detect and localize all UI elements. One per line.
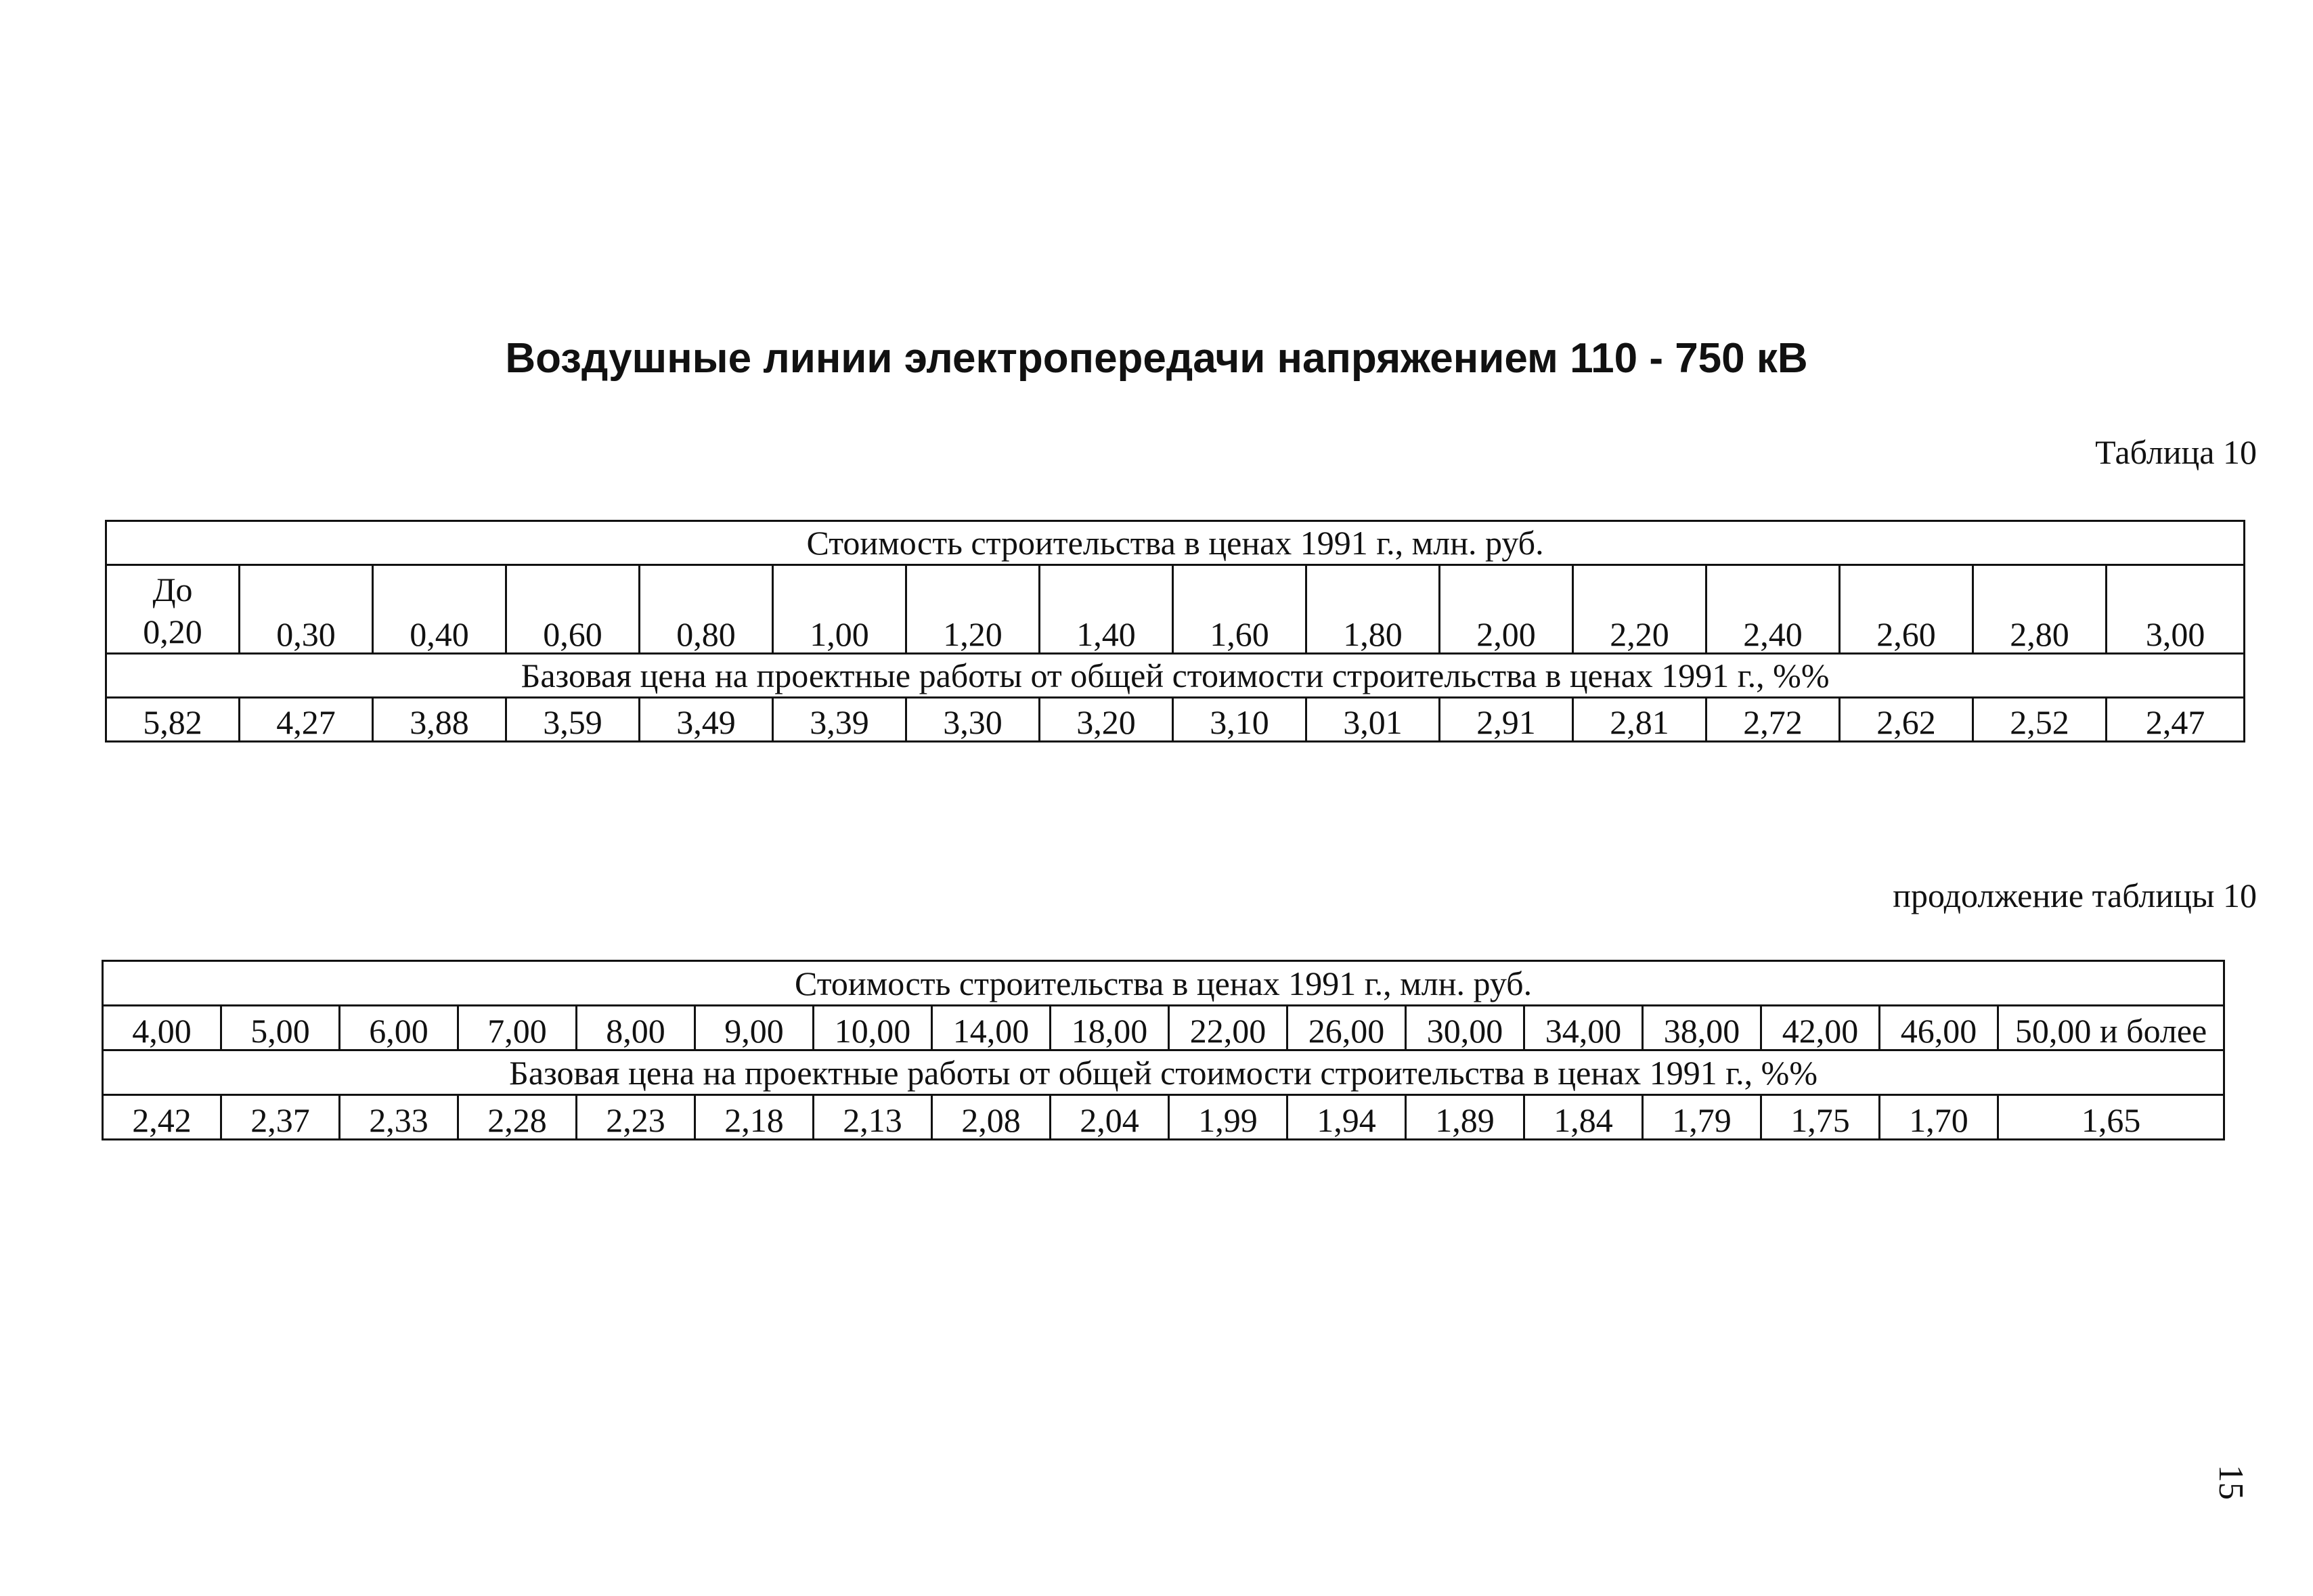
cost-cell: 22,00	[1169, 1006, 1287, 1050]
price-cell: 3,20	[1040, 698, 1173, 742]
base-price-header-cell: Базовая цена на проектные работы от общей стоимости строительства в ценах 1991 г., %%	[103, 1050, 2224, 1095]
price-cell: 3,30	[906, 698, 1040, 742]
page-number: 15	[2211, 1465, 2250, 1500]
price-cell: 2,72	[1706, 698, 1840, 742]
price-cell: 3,10	[1173, 698, 1306, 742]
price-cell: 2,52	[1973, 698, 2107, 742]
price-cell: 2,33	[340, 1095, 458, 1140]
cost-cell: 2,40	[1706, 565, 1840, 654]
cost-cell: 0,30	[240, 565, 373, 654]
cost-cell: 8,00	[577, 1006, 695, 1050]
price-cell: 2,47	[2107, 698, 2245, 742]
price-cell: 1,89	[1406, 1095, 1524, 1140]
cost-cell: 50,00 и более	[1998, 1006, 2224, 1050]
price-cell: 3,88	[373, 698, 506, 742]
cost-cell: 7,00	[458, 1006, 577, 1050]
price-table-2	[102, 960, 2225, 1140]
cost-cell: 1,20	[906, 565, 1040, 654]
price-cell: 1,99	[1169, 1095, 1287, 1140]
price-table-1	[105, 520, 2245, 742]
table-number-label: Таблица 10	[2095, 433, 2257, 471]
cost-cell: 9,00	[695, 1006, 814, 1050]
cost-cell: 3,00	[2107, 565, 2245, 654]
cost-cell: 2,20	[1573, 565, 1706, 654]
price-cell: 1,75	[1761, 1095, 1880, 1140]
price-cell: 2,28	[458, 1095, 577, 1140]
cost-cell: 1,00	[773, 565, 906, 654]
price-cell: 2,91	[1440, 698, 1573, 742]
cost-cell: 46,00	[1880, 1006, 1998, 1050]
price-cell: 2,23	[577, 1095, 695, 1140]
cost-cell: 0,80	[640, 565, 773, 654]
base-price-header-cell: Базовая цена на проектные работы от общей стоимости строительства в ценах 1991 г., %%	[106, 654, 2245, 698]
continuation-label: продолжение таблицы 10	[1893, 877, 2257, 914]
price-cell: 2,62	[1840, 698, 1973, 742]
price-cell: 5,82	[106, 698, 240, 742]
cost-cell: 5,00	[221, 1006, 340, 1050]
price-cell: 1,70	[1880, 1095, 1998, 1140]
cost-cell: 14,00	[932, 1006, 1051, 1050]
price-cell: 2,18	[695, 1095, 814, 1140]
cost-cell: 0,60	[506, 565, 640, 654]
cost-cell: 1,80	[1306, 565, 1440, 654]
cost-cell: 30,00	[1406, 1006, 1524, 1050]
cost-cell	[106, 565, 240, 654]
cost-cell: 10,00	[814, 1006, 932, 1050]
cost-header-cell: Стоимость строительства в ценах 1991 г., млн. руб.	[106, 521, 2245, 565]
price-cell: 2,37	[221, 1095, 340, 1140]
cost-header-cell: Стоимость строительства в ценах 1991 г., млн. руб.	[103, 961, 2224, 1006]
cost-cell: 4,00	[103, 1006, 221, 1050]
price-cell: 3,01	[1306, 698, 1440, 742]
price-cell: 3,39	[773, 698, 906, 742]
price-cell: 2,81	[1573, 698, 1706, 742]
cost-cell: 6,00	[340, 1006, 458, 1050]
cost-cell: 42,00	[1761, 1006, 1880, 1050]
cost-cell: 18,00	[1051, 1006, 1169, 1050]
cost-cell: 2,80	[1973, 565, 2107, 654]
price-cell: 2,42	[103, 1095, 221, 1140]
price-cell: 1,79	[1643, 1095, 1761, 1140]
cost-cell: 26,00	[1287, 1006, 1406, 1050]
price-cell: 3,59	[506, 698, 640, 742]
cost-cell: 2,60	[1840, 565, 1973, 654]
cost-cell: 1,40	[1040, 565, 1173, 654]
price-cell: 1,65	[1998, 1095, 2224, 1140]
price-cell: 2,04	[1051, 1095, 1169, 1140]
cost-value: 0,20	[143, 613, 202, 650]
price-cell: 2,08	[932, 1095, 1051, 1140]
price-cell: 1,94	[1287, 1095, 1406, 1140]
cost-cell: 1,60	[1173, 565, 1306, 654]
price-cell: 4,27	[240, 698, 373, 742]
cost-cell: 34,00	[1524, 1006, 1643, 1050]
cost-cell: 0,40	[373, 565, 506, 654]
cost-prefix: До	[152, 571, 193, 608]
document-heading: Воздушные линии электропередачи напряжением 110 - 750 кВ	[505, 335, 1808, 382]
price-cell: 2,13	[814, 1095, 932, 1140]
price-cell: 3,49	[640, 698, 773, 742]
price-cell: 1,84	[1524, 1095, 1643, 1140]
cost-cell: 2,00	[1440, 565, 1573, 654]
cost-cell: 38,00	[1643, 1006, 1761, 1050]
